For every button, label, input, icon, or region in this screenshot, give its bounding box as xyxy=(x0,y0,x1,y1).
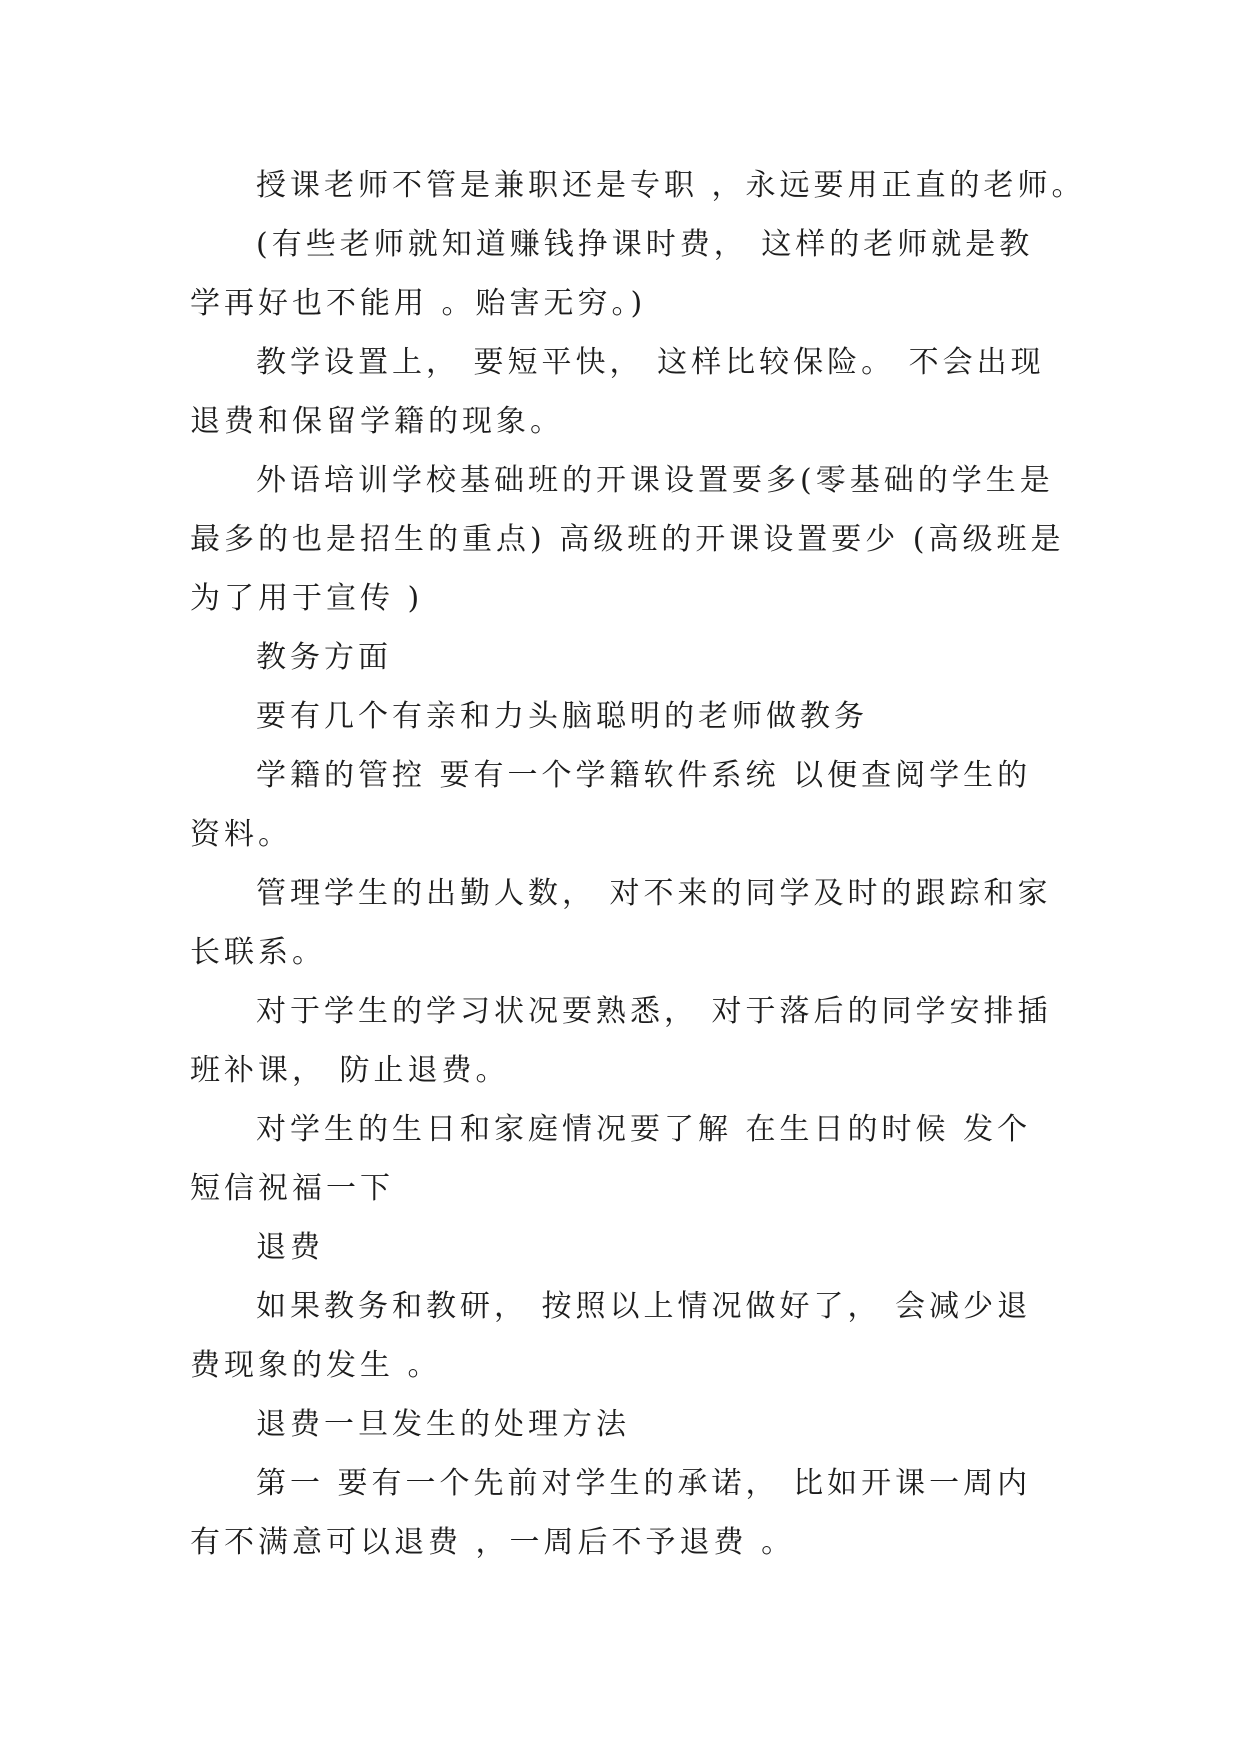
paragraph-line: 长联系。 xyxy=(190,935,326,970)
paragraph-line: 要有几个有亲和力头脑聪明的老师做教务 xyxy=(256,699,868,734)
paragraph-line: 费现象的发生 。 xyxy=(190,1348,442,1383)
paragraph-line: 管理学生的出勤人数， 对不来的同学及时的跟踪和家 xyxy=(256,876,1052,911)
paragraph-line: 学再好也不能用 。贻害无穷。) xyxy=(190,286,647,321)
paragraph-line: 短信祝福一下 xyxy=(190,1171,394,1206)
paragraph-13 xyxy=(190,1395,1050,1454)
section-heading-refunds xyxy=(190,1218,1050,1277)
document-body xyxy=(190,156,1086,1572)
paragraph-6 xyxy=(190,687,1050,746)
paragraph-line: 教学设置上， 要短平快， 这样比较保险。 不会出现 xyxy=(256,345,1045,380)
paragraph-10 xyxy=(190,1100,1050,1218)
paragraph-8 xyxy=(190,864,1050,982)
paragraph-9 xyxy=(190,982,1050,1100)
paragraph-14 xyxy=(190,1454,1050,1572)
paragraph-line: 退费 xyxy=(256,1230,324,1265)
paragraph-line: 最多的也是招生的重点) 高级班的开课设置要少 (高级班是 xyxy=(190,522,1065,557)
paragraph-12 xyxy=(190,1277,1050,1395)
paragraph-line: 外语培训学校基础班的开课设置要多(零基础的学生是 xyxy=(256,463,1054,498)
paragraph-line: 班补课， 防止退费。 xyxy=(190,1053,510,1088)
paragraph-1 xyxy=(190,156,1086,215)
paragraph-line: 资料。 xyxy=(190,817,292,852)
paragraph-line: 学籍的管控 要有一个学籍软件系统 以便查阅学生的 xyxy=(256,758,1032,793)
paragraph-line: 退费和保留学籍的现象。 xyxy=(190,404,564,439)
paragraph-line: 对学生的生日和家庭情况要了解 在生日的时候 发个 xyxy=(256,1112,1032,1147)
paragraph-line: 为了用于宣传 ) xyxy=(190,581,424,616)
paragraph-line: 有不满意可以退费 ，一周后不予退费 。 xyxy=(190,1525,796,1560)
section-heading-academic-affairs xyxy=(190,628,1050,687)
paragraph-line: 退费一旦发生的处理方法 xyxy=(256,1407,630,1442)
paragraph-line: 如果教务和教研， 按照以上情况做好了， 会减少退 xyxy=(256,1289,1032,1324)
paragraph-2 xyxy=(190,215,1050,333)
paragraph-line: 授课老师不管是兼职还是专职 ，永远要用正直的老师。 xyxy=(256,168,1086,203)
paragraph-line: (有些老师就知道赚钱挣课时费， 这样的老师就是教 xyxy=(256,227,1034,262)
paragraph-3 xyxy=(190,333,1050,451)
paragraph-7 xyxy=(190,746,1050,864)
paragraph-line: 第一 要有一个先前对学生的承诺， 比如开课一周内 xyxy=(256,1466,1032,1501)
paragraph-4 xyxy=(190,451,1065,628)
paragraph-line: 教务方面 xyxy=(256,640,392,675)
paragraph-line: 对于学生的学习状况要熟悉， 对于落后的同学安排插 xyxy=(256,994,1052,1029)
